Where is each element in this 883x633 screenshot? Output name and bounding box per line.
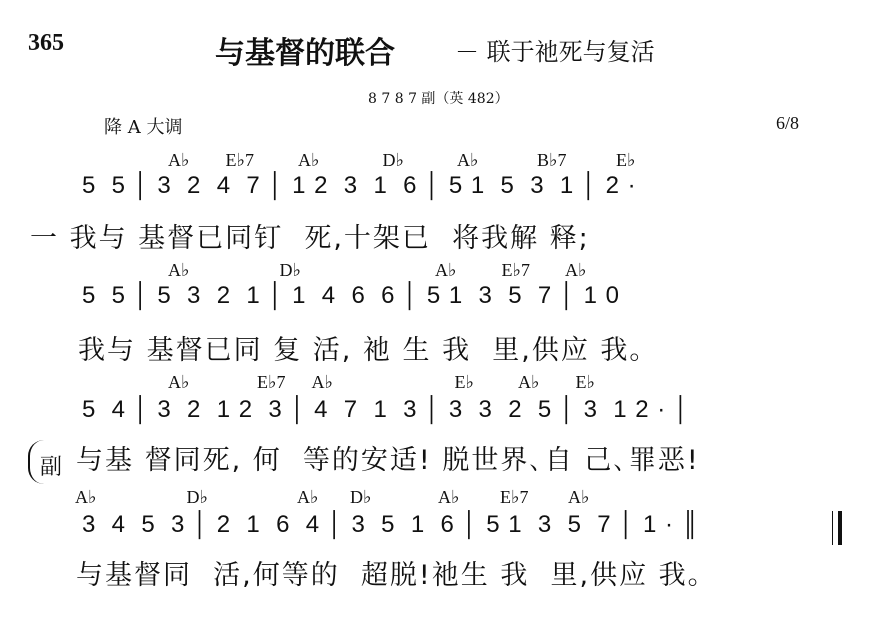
page-subtitle: － 联于祂死与复活 bbox=[455, 38, 655, 66]
notation-line: 5 5 │ 5 3 2 1 │ 1 4 6 6 │ 5 1 3 5 7 │ 1 0 bbox=[82, 282, 620, 309]
chord-line: A♭ E♭7 A♭ E♭ A♭ E♭ bbox=[168, 372, 595, 392]
lyrics-line: 一 我与 基督已同钉 死,十架已 将我解 释; bbox=[30, 223, 590, 254]
lyrics-line: 我与 基督已同 复 活, 祂 生 我 里,供应 我。 bbox=[78, 335, 659, 366]
notation-line: 5 4 │ 3 2 1 2 3 │ 4 7 1 3 │ 3 3 2 5 │ 3 1 2 · │ bbox=[82, 396, 690, 423]
chord-line: A♭ D♭ A♭ E♭7 A♭ bbox=[168, 260, 587, 280]
page-title: 与基督的联合 bbox=[215, 36, 395, 71]
meter-line: 8 7 8 7 副（英 482） bbox=[368, 91, 509, 107]
final-barline-thin bbox=[832, 511, 833, 545]
final-barline-thick bbox=[838, 511, 842, 545]
notation-line: 3 4 5 3 │ 2 1 6 4 │ 3 5 1 6 │ 5 1 3 5 7 │ 1 · ║ bbox=[82, 511, 700, 538]
chord-line: A♭ D♭ A♭ D♭ A♭ E♭7 A♭ bbox=[75, 487, 590, 507]
lyrics-line: 与基 督同死, 何 等的安适! 脱世界､自 己､罪恶! bbox=[76, 445, 700, 476]
refrain-label: 副 bbox=[40, 455, 63, 480]
chord-line: A♭ E♭7 A♭ D♭ A♭ B♭7 E♭ bbox=[168, 150, 636, 170]
notation-line: 5 5 │ 3 2 4 7 │ 1 2 3 1 6 │ 5 1 5 3 1 │ 2 · bbox=[82, 172, 637, 199]
key-signature: 降 A 大调 bbox=[104, 117, 183, 138]
lyrics-line: 与基督同 活,何等的 超脱!祂生 我 里,供应 我。 bbox=[76, 560, 717, 591]
time-signature: 6/8 bbox=[776, 113, 800, 133]
hymn-number: 365 bbox=[28, 30, 64, 56]
